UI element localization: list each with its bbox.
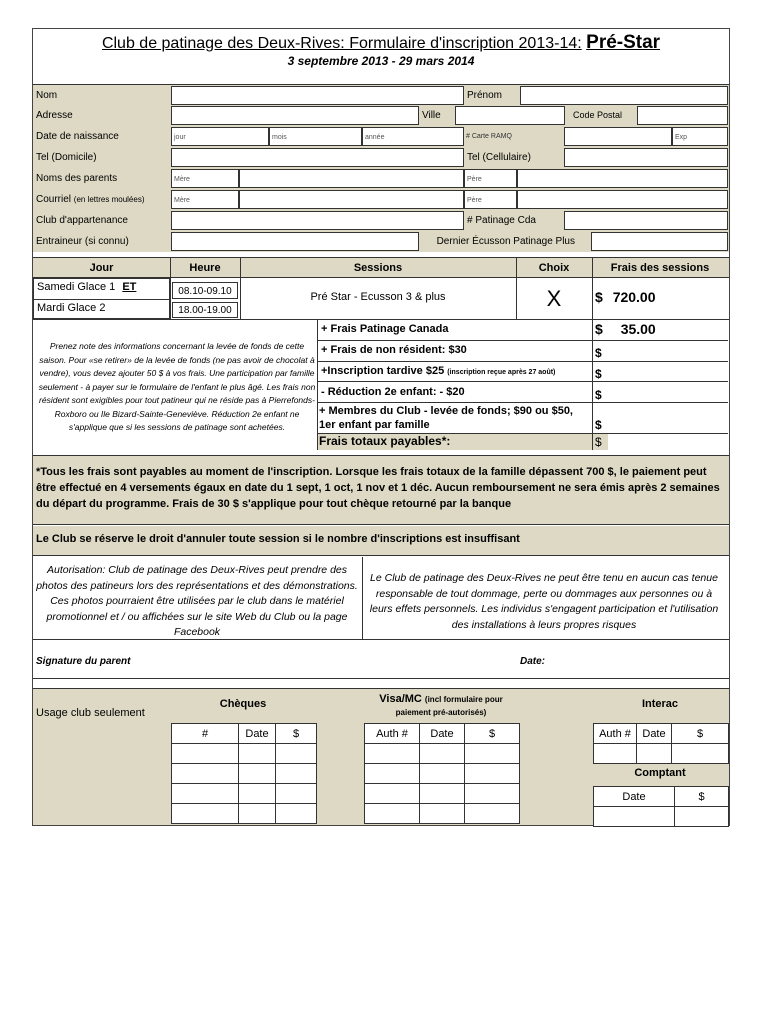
parent-mere-input[interactable] (239, 169, 464, 188)
session-frais (595, 289, 656, 305)
fee-membres-amount[interactable]: $ (595, 418, 602, 432)
fee-late-note: (inscription reçue après 27 août) (447, 369, 556, 376)
title-level: Pré-Star (586, 32, 661, 53)
interac-col-date: Date (637, 724, 672, 744)
visa-cell[interactable] (465, 804, 520, 824)
session-jour-1 (37, 281, 136, 293)
session-heure-1: 08.10-09.10 (172, 282, 238, 299)
fee-patinage-canada-amount (595, 321, 656, 337)
visa-title (362, 693, 520, 719)
courriel-pere-label: Père (464, 190, 517, 209)
cheque-col-dollar: $ (276, 724, 317, 744)
cheques-table (171, 723, 317, 824)
comptant-col-date: Date (594, 787, 675, 807)
annee-input[interactable]: année (362, 127, 464, 146)
session-choix[interactable]: X (546, 286, 562, 311)
courriel-note: (en lettres moulées) (73, 195, 145, 204)
label-courriel (33, 190, 171, 209)
fee-late-amount[interactable]: $ (595, 367, 602, 381)
ville-input[interactable] (455, 106, 565, 125)
interac-cell[interactable] (672, 744, 729, 764)
label-tel-cellulaire: Tel (Cellulaire) (467, 152, 531, 163)
label-patinage-cda: # Patinage Cda (467, 215, 536, 226)
visa-col-date: Date (420, 724, 465, 744)
visa-cell[interactable] (420, 804, 465, 824)
fee-non-resident-amount[interactable]: $ (595, 346, 602, 360)
cheque-cell[interactable] (172, 804, 239, 824)
cheque-cell[interactable] (239, 784, 276, 804)
visa-col-dollar: $ (465, 724, 520, 744)
fee-reduction: - Réduction 2e enfant: - $20 (321, 386, 465, 398)
label-carte-ramq: # Carte RAMQ (466, 133, 512, 140)
cheque-cell[interactable] (276, 804, 317, 824)
cheque-cell[interactable] (172, 764, 239, 784)
code-postal-input[interactable] (637, 106, 728, 125)
label-code-postal: Code Postal (573, 110, 623, 120)
jour-1-text: Samedi Glace 1 (37, 281, 116, 293)
office-usage-label: Usage club seulement (36, 707, 145, 719)
fee-1-currency: $ (595, 321, 603, 337)
interac-col-dollar: $ (672, 724, 729, 744)
mois-input[interactable]: mois (269, 127, 362, 146)
authorization-text: Autorisation: Club de patinage des Deux-Rives peut prendre des photos des patineurs lors des représentations et des démonstrations. Ces photos pourraient être utilisées par le club dans le matériel promotionnel et / ou affichées sur le site Web du Club ou la page Facebook (36, 564, 358, 638)
comptant-cell[interactable] (594, 807, 675, 827)
comptant-title: Comptant (634, 767, 686, 779)
label-entraineur: Entraineur (si connu) (36, 236, 129, 247)
fee-patinage-canada: + Frais Patinage Canada (321, 323, 449, 335)
col-heure: Heure (189, 262, 221, 274)
fee-reduction-amount[interactable]: $ (595, 388, 602, 402)
club-input[interactable] (171, 211, 464, 230)
tel-cellulaire-input[interactable] (564, 148, 728, 167)
col-choix: Choix (538, 262, 570, 274)
session-jour-2: Mardi Glace 2 (37, 302, 106, 314)
col-jour: Jour (89, 262, 114, 274)
responsibility-text: Le Club de patinage des Deux-Rives ne peut être tenu en aucun cas tenue responsable de tout dommage, perte ou dommages aux personnes ou à leurs effets personnels. Les individus s'engagent participation et l'utilisation des installations à leurs propres risques (369, 572, 719, 631)
label-club: Club d'appartenance (36, 215, 128, 226)
label-date-naissance: Date de naissance (36, 131, 119, 142)
nom-input[interactable] (171, 86, 464, 105)
courriel-mere-input[interactable] (239, 190, 464, 209)
fee-1-amount: 35.00 (620, 321, 656, 337)
fee-non-resident: + Frais de non résident: $30 (321, 344, 467, 356)
session-frais-currency: $ (595, 289, 603, 305)
session-frais-amount: 720.00 (612, 289, 656, 305)
total-currency: $ (595, 435, 602, 449)
cheque-cell[interactable] (172, 784, 239, 804)
visa-note: (incl formulaire pour paiement pré-autorisés) (395, 695, 503, 717)
session-heure-2: 18.00-19.00 (172, 302, 238, 318)
visa-cell[interactable] (365, 764, 420, 784)
label-ville: Ville (422, 110, 441, 121)
visa-cell[interactable] (465, 744, 520, 764)
cheque-col-num: # (172, 724, 239, 744)
parent-pere-input[interactable] (517, 169, 728, 188)
carte-ramq-input[interactable] (564, 127, 672, 146)
comptant-cell[interactable] (675, 807, 729, 827)
fee-late (321, 365, 555, 377)
prenom-input[interactable] (520, 86, 728, 105)
visa-cell[interactable] (420, 784, 465, 804)
cheque-cell[interactable] (276, 764, 317, 784)
title-text: Club de patinage des Deux-Rives: Formulaire d'inscription 2013-14: (101, 35, 582, 52)
cancel-notice: Le Club se réserve le droit d'annuler toute session si le nombre d'inscriptions est insuffisant (36, 533, 520, 545)
date-label: Date: (520, 656, 546, 667)
interac-table (593, 723, 729, 764)
cheque-cell[interactable] (276, 784, 317, 804)
visa-table (364, 723, 520, 824)
form-dates: 3 septembre 2013 - 29 mars 2014 (287, 54, 475, 68)
cheque-cell[interactable] (239, 744, 276, 764)
cheque-cell[interactable] (239, 804, 276, 824)
cheques-title: Chèques (219, 698, 267, 710)
col-frais: Frais des sessions (610, 262, 710, 274)
cheque-cell[interactable] (172, 744, 239, 764)
cheque-cell[interactable] (276, 744, 317, 764)
comptant-table (593, 786, 729, 827)
label-dernier-ecusson: Dernier Écusson Patinage Plus (436, 236, 575, 247)
visa-cell[interactable] (365, 744, 420, 764)
parent-mere-label: Mère (171, 169, 239, 188)
label-prenom: Prénom (467, 90, 503, 101)
courriel-mere-label: Mère (171, 190, 239, 209)
et-label: ET (122, 281, 137, 293)
visa-cell[interactable] (420, 764, 465, 784)
signature-line[interactable] (33, 678, 729, 679)
label-nom: Nom (36, 90, 58, 101)
fee-late-label: +Inscription tardive $25 (321, 365, 445, 377)
visa-cell[interactable] (420, 744, 465, 764)
session-name: Pré Star - Ecusson 3 & plus (310, 291, 446, 303)
form-title (32, 32, 730, 54)
cheque-cell[interactable] (239, 764, 276, 784)
total-label: Frais totaux payables*: (319, 434, 451, 448)
label-tel-domicile: Tel (Domicile) (36, 152, 97, 163)
tel-domicile-input[interactable] (171, 148, 464, 167)
label-adresse: Adresse (36, 110, 73, 121)
interac-col-auth: Auth # (594, 724, 637, 744)
dernier-ecusson-input[interactable] (591, 232, 728, 251)
signature-label: Signature du parent (36, 656, 131, 667)
interac-cell[interactable] (637, 744, 672, 764)
patinage-cda-input[interactable] (564, 211, 728, 230)
entraineur-input[interactable] (171, 232, 419, 251)
visa-label: Visa/MC (379, 693, 422, 705)
comptant-col-dollar: $ (675, 787, 729, 807)
exp-input[interactable]: Exp (672, 127, 728, 146)
courriel-text: Courriel (36, 194, 72, 205)
parent-pere-label: Père (464, 169, 517, 188)
jour-input[interactable]: jour (171, 127, 269, 146)
visa-cell[interactable] (365, 784, 420, 804)
adresse-input[interactable] (171, 106, 419, 125)
payment-notice: *Tous les frais sont payables au moment de l'inscription. Lorsque les frais totaux de la famille dépassent 700 $, le paiement peut être effectué en 4 versements égaux en date du 1 sept, 1 oct, 1 nov et 1 déc. Aucun remboursement ne sera émis après 2 semaines du départ du programme. Frais de 30 $ s'applique pour tout chèque retourné par la banque (36, 466, 720, 510)
interac-cell[interactable] (594, 744, 637, 764)
visa-cell[interactable] (365, 804, 420, 824)
fundraising-note: Prenez note des informations concernant la levée de fonds de cette saison. Pour «se retirer» de la levée de fonds (ne pas avoir de chocolat à vendre), vous devez ajouter 50 $ à vos frais. Une participation par famille seulement - à payer sur le formulaire de l'enfant le plus âgé. Les frais non résident sont exigibles pour tout patineur qui ne réside pas à Pierrefonds-Roxboro ou Ile Bizard-Sainte-Geneviève. Réduction 2e enfant ne s'applique que si les sessions de patinage sont achetées. (38, 341, 316, 432)
label-noms-parents: Noms des parents (36, 173, 118, 184)
col-sessions: Sessions (353, 262, 403, 274)
visa-cell[interactable] (465, 784, 520, 804)
courriel-pere-input[interactable] (517, 190, 728, 209)
cheque-col-date: Date (239, 724, 276, 744)
interac-title: Interac (641, 698, 679, 710)
fee-membres: + Membres du Club - levée de fonds; $90 ou $50, 1er enfant par famille (319, 405, 573, 431)
visa-cell[interactable] (465, 764, 520, 784)
visa-col-auth: Auth # (365, 724, 420, 744)
